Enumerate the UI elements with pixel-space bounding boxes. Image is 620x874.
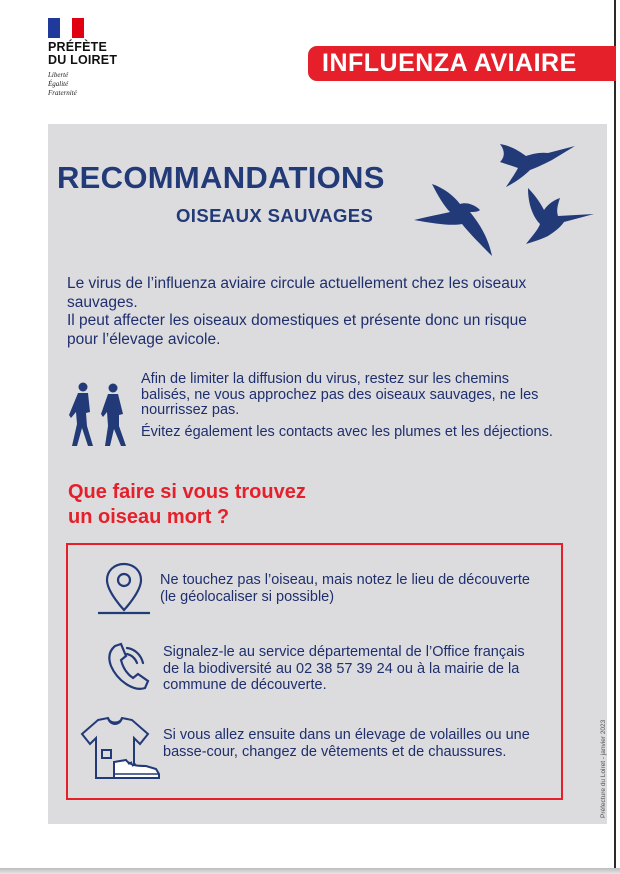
flying-bird-icon <box>526 188 594 244</box>
location-pin-icon <box>96 560 152 616</box>
birds-illustration <box>408 132 604 266</box>
page-shadow <box>0 868 620 874</box>
step-text: Si vous allez ensuite dans un élevage de volailles ou une basse-cour, changez de vêtements et de chaussures. <box>163 727 530 760</box>
republic-motto <box>48 71 77 98</box>
motto-egalite: Égalité <box>48 80 69 88</box>
phone-icon <box>103 640 151 694</box>
intro-text <box>67 275 547 349</box>
advice-paragraph: Évitez également les contacts avec les plumes et les déjections. <box>141 423 553 440</box>
prefecture-line-2: DU LOIRET <box>48 53 118 67</box>
walkers-icon <box>66 382 136 448</box>
motto-liberte: Liberté <box>48 71 69 79</box>
flying-bird-icon <box>500 144 575 187</box>
step-text: Ne touchez pas l’oiseau, mais notez le lieu de découverte (le géolocaliser si possible) <box>160 572 530 605</box>
page-subtitle: OISEAUX SAUVAGES <box>176 205 374 226</box>
intro-paragraph: Il peut affecter les oiseaux domestiques et présente donc un risque pour l’élevage avicole. <box>67 312 527 348</box>
intro-paragraph: Le virus de l’influenza aviaire circule actuellement chez les oiseaux sauvages. <box>67 275 527 311</box>
prefecture-name <box>48 41 117 67</box>
clothes-shoe-icon <box>80 716 162 782</box>
credit-line: Préfecture du Loiret - janvier 2023 <box>600 719 607 818</box>
question-line-1: Que faire si vous trouvez <box>68 481 306 503</box>
step-text: Signalez-le au service départemental de l’Office français de la biodiversité au 02 38 57 39 24 ou à la mairie de la commune de découverte. <box>163 644 525 693</box>
page-edge <box>614 0 616 874</box>
flying-bird-icon <box>414 184 492 256</box>
motto-fraternite: Fraternité <box>48 89 77 97</box>
section-question <box>68 480 306 530</box>
advice-text <box>141 372 561 446</box>
prefecture-line-1: PRÉFÈTE <box>48 40 108 54</box>
influenza-banner: INFLUENZA AVIAIRE <box>308 46 616 81</box>
republic-flag-logo <box>48 18 84 38</box>
page-title: RECOMMANDATIONS <box>57 160 385 195</box>
question-line-2: un oiseau mort ? <box>68 506 230 528</box>
advice-paragraph: Afin de limiter la diffusion du virus, restez sur les chemins balisés, ne vous approchez pas des oiseaux sauvages, ne les nourrissez pas. <box>141 371 539 418</box>
